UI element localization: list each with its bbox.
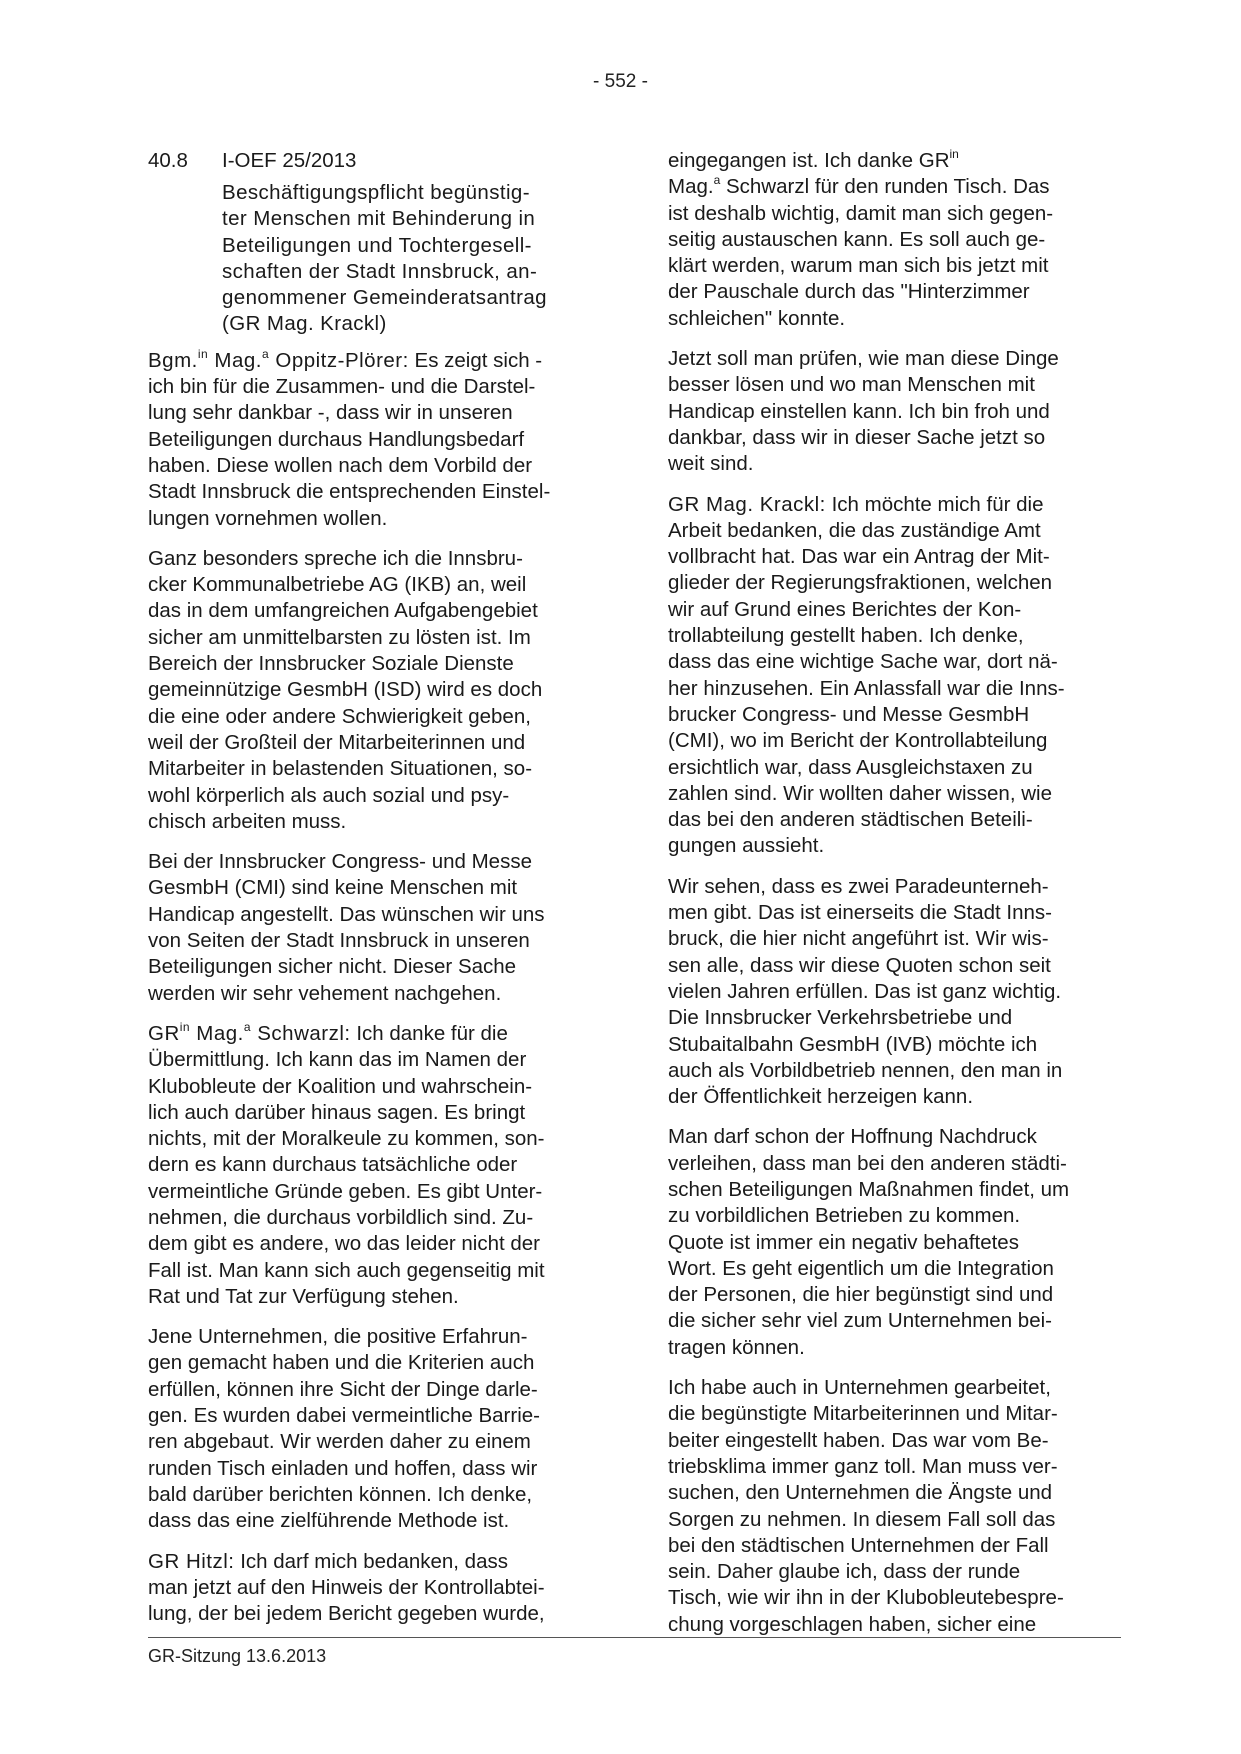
- agenda-title-line: Beteiligungen und Tochtergesell-: [222, 233, 532, 257]
- agenda-title-line: genommener Gemeinderatsantrag: [222, 286, 547, 310]
- footer-session-date: GR-Sitzung 13.6.2013: [148, 1646, 327, 1666]
- footer-divider: [148, 1637, 1121, 1638]
- paragraph-cmi: Bei der Innsbrucker Congress- und Messe GesmbH (CMI) sind keine Menschen mit Handicap angestellt. Das wünschen wir uns von Seiten der Stadt Innsbruck in unseren Beteiligungen sicher nicht. Dieser Sache werden wir sehr vehement nachgehen.: [148, 850, 545, 1005]
- paragraph-schwarzl-statement: $GR^{in}$ Mag.$^a$ Schwarzl: Ich danke für die Übermittlung. Ich kann das im Namen der Klubobleute der Koalition und wahrschein- lich auch darüber hinaus sagen. Es bringt nichts, mit der Moralkeule zu kommen, son- dern es kann durchaus tatsächliche oder vermeintliche Gründe geben. Es gibt Unter- nehmen, die durchaus vorbildlich sind. Zu- dem gibt es andere, wo das leider nicht der Fall ist. Man kann sich auch gegenseitig mit Rat und Tat zur Verfügung stehen.: [148, 1019, 545, 1308]
- paragraph-model-companies: Wir sehen, dass es zwei Paradeunterneh- men gibt. Das ist einerseits die Stadt Inns- bruck, die hier nicht angeführt ist. Wir wis- sen alle, dass wir diese Quoten schon seit vielen Jahren erfüllen. Das ist ganz wichtig. Die Innsbrucker Verkehrsbetriebe und Stubaitalbahn GesmbH (IVB) möchte ich auch als Vorbildbetrieb nennen, den man in der Öffentlichkeit herzeigen kann.: [668, 874, 1063, 1109]
- agenda-number: 40.8: [148, 149, 188, 172]
- paragraph-mayor-statement: Bgm.$^{in}$ Mag.$^a$ Oppitz-Plörer: Es zeigt sich - ich bin für die Zusammen- und die Darstel- lung sehr dankbar -, dass wir in unseren Beteiligungen durchaus Handlungsbedarf haben. Diese wollen nach dem Vorbild der Stadt Innsbruck die entsprechenden Einstel- lungen vornehmen wollen.: [148, 346, 551, 530]
- agenda-title: [222, 180, 598, 338]
- speaker-name: GR Mag. Krackl:: [668, 492, 826, 516]
- paragraph-ikb: Ganz besonders spreche ich die Innsbru- cker Kommunalbetriebe AG (IKB) an, weil das in dem umfangreichen Aufgabengebiet sicher am unmittelbarsten zu lösten ist. Im Bereich der Innsbrucker Soziale Dienste gemeinnützige GesmbH (ISD) wird es doch die eine oder andere Schwierigkeit geben, weil der Großteil der Mitarbeiterinnen und Mitarbeiter in belastenden Situationen, so- wohl körperlich als auch sozial und psy- chisch arbeiten muss.: [148, 546, 543, 833]
- agenda-heading: [148, 148, 598, 180]
- page-number: - 552 -: [593, 71, 648, 92]
- paragraph-check-solutions: Jetzt soll man prüfen, wie man diese Dinge besser lösen und wo man Menschen mit Handicap einstellen kann. Ich bin froh und dankbar, dass wir in dieser Sache jetzt so weit sind.: [668, 347, 1059, 476]
- speaker-name: Bgm.$^{in}$ Mag.$^a$ Oppitz-Plörer:: [148, 346, 409, 372]
- agenda-title-line: schaften der Stadt Innsbruck, an-: [222, 259, 538, 283]
- agenda-code: I-OEF 25/2013: [222, 149, 357, 172]
- paragraph-krackl-statement: GR Mag. Krackl: Ich möchte mich für die Arbeit bedanken, die das zuständige Amt vollbracht hat. Das war ein Antrag der Mit- glieder der Regierungsfraktionen, welchen wir auf Grund eines Berichtes der Kon- trollabteilung gestellt haben. Ich denke, dass das eine wichtige Sache war, dort nä- her hinzusehen. Ein Anlassfall war die Inns- brucker Congress- und Messe GesmbH (CMI), wo im Bericht der Kontrollabteilung ersichtlich war, dass Ausgleichstaxen zu zahlen sind. Wir wollten daher wissen, wie das bei den anderen städtischen Beteili- gungen aussieht.: [668, 492, 1065, 858]
- agenda-title-line: (GR Mag. Krackl): [222, 312, 387, 336]
- speaker-name: GR Hitzl:: [148, 1549, 235, 1573]
- left-column: [148, 148, 598, 1641]
- paragraph-hitzl-statement: GR Hitzl: Ich darf mich bedanken, dass man jetzt auf den Hinweis der Kontrollabtei- lung, der bei jedem Bericht gegeben wurde,: [148, 1549, 545, 1626]
- paragraph-hitzl-continued: eingegangen ist. Ich danke $GR^{in}$ Mag.$^a$ Schwarzl für den runden Tisch. Das ist deshalb wichtig, damit man sich gegen- seitig austauschen kann. Es soll auch ge- klärt werden, warum man sich bis jetzt mit der Pauschale durch das "Hinterzimmer schleichen" konnte.: [668, 147, 1054, 330]
- agenda-title-line: Beschäftigungspflicht begünstig-: [222, 181, 530, 204]
- agenda-title-line: ter Menschen mit Behinderung in: [222, 207, 536, 231]
- paragraph-work-experience: Ich habe auch in Unternehmen gearbeitet, die begünstigte Mitarbeiterinnen und Mitar- beiter eingestellt haben. Das war vom Be- triebsklima immer ganz toll. Man muss ver- suchen, den Unternehmen die Ängste und Sorgen zu nehmen. In diesem Fall soll das bei den städtischen Unternehmen der Fall sein. Daher glaube ich, dass der runde Tisch, wie wir ihn in der Klubobleutebespre- chung vorgeschlagen haben, sicher eine: [668, 1376, 1064, 1636]
- speaker-name: $GR^{in}$ Mag.$^a$ Schwarzl:: [148, 1019, 351, 1045]
- paragraph-round-table: Jene Unternehmen, die positive Erfahrun- gen gemacht haben und die Kriterien auch erfüllen, können ihre Sicht der Dinge darle- gen. Es wurden dabei vermeintliche Barrie- ren abgebaut. Wir werden daher zu einem runden Tisch einladen und hoffen, dass wir bald darüber berichten können. Ich denke, dass das eine zielführende Methode ist.: [148, 1325, 540, 1533]
- right-column: [668, 148, 1118, 1652]
- paragraph-quota: Man darf schon der Hoffnung Nachdruck verleihen, dass man bei den anderen städti- schen Beteiligungen Maßnahmen findet, um zu vorbildlichen Betrieben zu kommen. Quote ist immer ein negativ behaftetes Wort. Es geht eigentlich um die Integration der Personen, die hier begünstigt sind und die sicher sehr viel zum Unternehmen bei- tragen können.: [668, 1125, 1070, 1359]
